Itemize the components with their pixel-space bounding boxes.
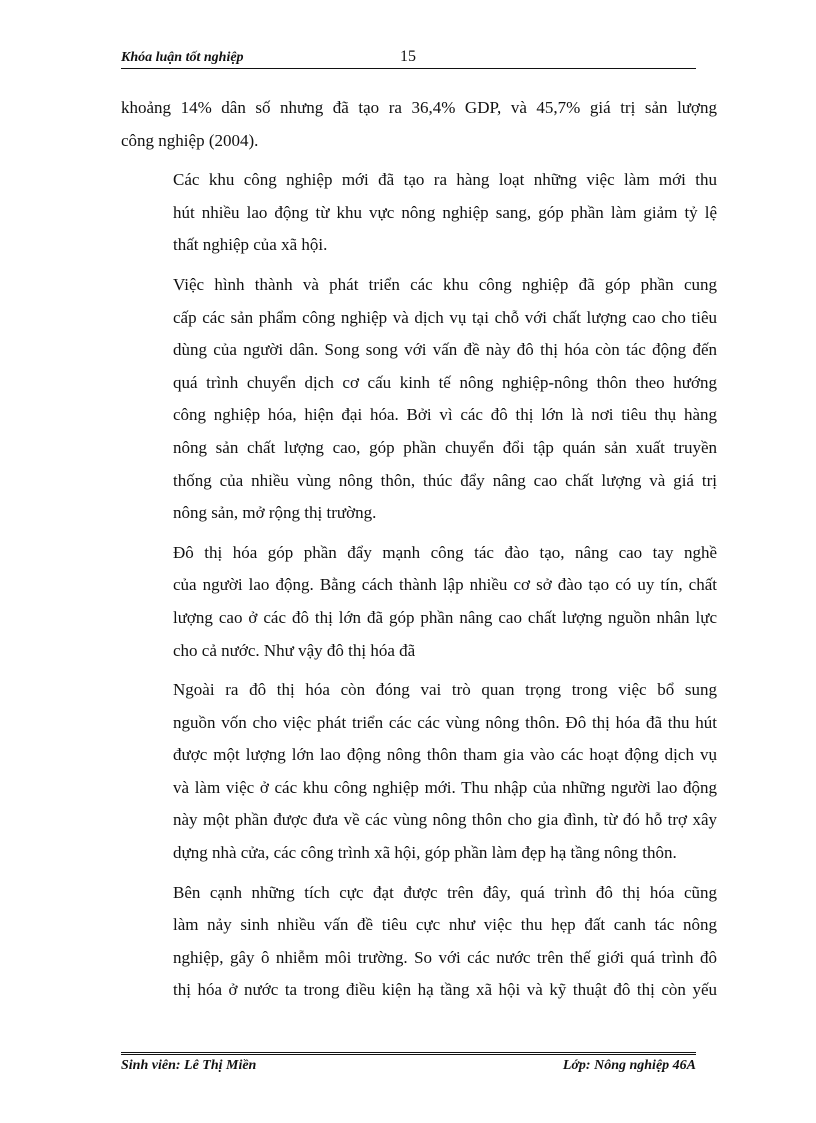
- text-line: dựng nhà cửa, các công trình xã hội, góp phần làm đẹp hạ tầng nông thôn.: [173, 843, 677, 863]
- text-line: Các khu công nghiệp mới đã tạo ra hàng loạt những việc làm mới thu: [173, 170, 717, 190]
- text-line: công nghiệp (2004).: [121, 130, 259, 150]
- text-line: Việc hình thành và phát triển các khu công nghiệp đã góp phần cung: [173, 274, 717, 294]
- page-number: 15: [400, 48, 416, 65]
- student-name: Sinh viên: Lê Thị Miền: [121, 1058, 257, 1073]
- paragraph: [121, 877, 717, 1007]
- text-line: và làm việc ở các khu công nghiệp mới. Thu nhập của những người lao động: [173, 777, 717, 797]
- text-line: Đô thị hóa góp phần đẩy mạnh công tác đào tạo, nâng cao tay nghề: [173, 542, 717, 562]
- text-line: thất nghiệp của xã hội.: [173, 235, 328, 255]
- text-line: nghiệp, gây ô nhiễm môi trường. So với các nước trên thế giới quá trình đô: [173, 947, 717, 967]
- paragraph: [121, 537, 717, 667]
- text-line: nông sản, mở rộng thị trường.: [173, 503, 377, 523]
- text-line: làm nảy sinh nhiều vấn đề tiêu cực như việc thu hẹp đất canh tác nông: [173, 915, 717, 935]
- text-line: nguồn vốn cho việc phát triển các các vùng nông thôn. Đô thị hóa đã thu hút: [173, 712, 717, 732]
- paragraph: [121, 269, 717, 530]
- text-line: dùng của người dân. Song song với vấn đề này đô thị hóa còn tác động đến: [173, 340, 717, 360]
- paragraph: [121, 164, 717, 262]
- page-body: [121, 92, 717, 1014]
- paragraph: [121, 92, 717, 157]
- text-line: lượng cao ở các đô thị lớn đã góp phần nâng cao chất lượng nguồn nhân lực: [173, 607, 717, 627]
- page-footer: [121, 1058, 696, 1080]
- text-line: thị hóa ở nước ta trong điều kiện hạ tầng xã hội và kỹ thuật đô thị còn yếu: [173, 980, 717, 1000]
- header-rule: [121, 68, 696, 69]
- text-line: này một phần được đưa về các vùng nông thôn cho gia đình, từ đó hỗ trợ xây: [173, 810, 717, 830]
- text-line: được một lượng lớn lao động nông thôn tham gia vào các hoạt động dịch vụ: [173, 745, 717, 765]
- text-line: khoảng 14% dân số nhưng đã tạo ra 36,4% GDP, và 45,7% giá trị sản lượng: [121, 98, 717, 117]
- text-line: thống của nhiều vùng nông thôn, thúc đẩy nâng cao chất lượng và giá trị: [173, 470, 717, 490]
- text-line: cấp các sản phẩm công nghiệp và dịch vụ tại chỗ với chất lượng cao cho tiêu: [173, 307, 717, 327]
- text-line: cho cả nước. Như vậy đô thị hóa đã: [173, 640, 416, 660]
- text-line: hút nhiều lao động từ khu vực nông nghiệp sang, góp phần làm giảm tỷ lệ: [173, 202, 717, 222]
- footer-rule: [121, 1052, 696, 1055]
- text-line: của người lao động. Bằng cách thành lập nhiều cơ sở đào tạo có uy tín, chất: [173, 575, 717, 595]
- class-name: Lớp: Nông nghiệp 46A: [562, 1058, 696, 1073]
- text-line: Bên cạnh những tích cực đạt được trên đây, quá trình đô thị hóa cũng: [173, 882, 717, 902]
- text-line: Ngoài ra đô thị hóa còn đóng vai trò quan trọng trong việc bổ sung: [173, 680, 717, 700]
- paragraph: [121, 674, 717, 870]
- text-line: quá trình chuyển dịch cơ cấu kinh tế nông nghiệp-nông thôn theo hướng: [173, 372, 717, 392]
- text-line: công nghiệp hóa, hiện đại hóa. Bởi vì các đô thị lớn là nơi tiêu thụ hàng: [173, 405, 717, 425]
- page-header: [121, 48, 696, 70]
- document-title: Khóa luận tốt nghiệp: [121, 50, 244, 65]
- text-line: nông sản chất lượng cao, góp phần chuyển đổi tập quán sản xuất truyền: [173, 437, 717, 457]
